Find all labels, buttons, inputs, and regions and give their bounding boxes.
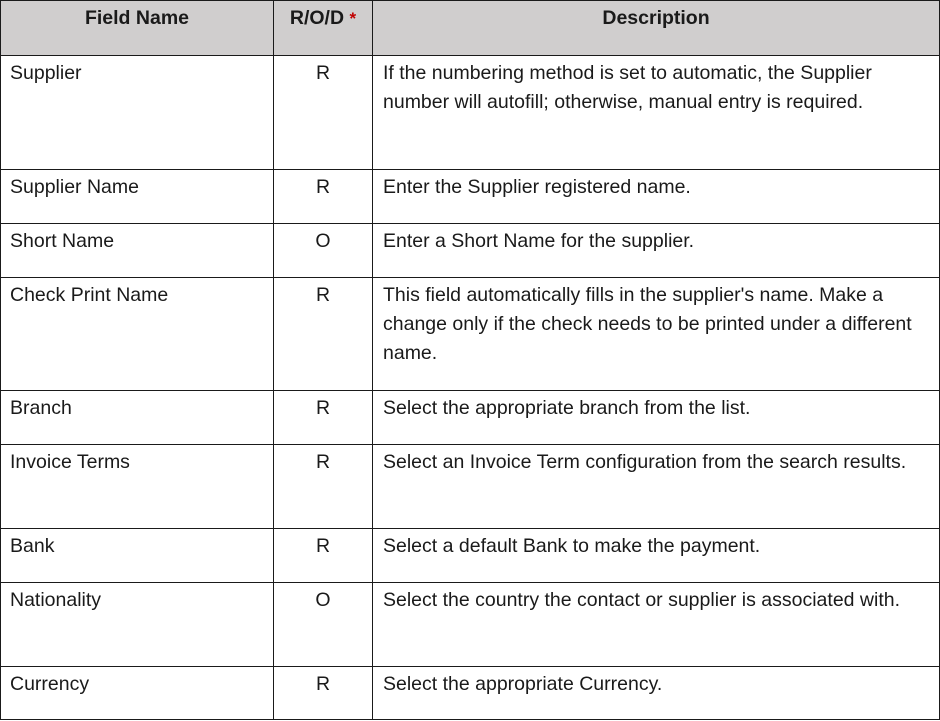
field-name-cell: Supplier (1, 56, 274, 170)
header-row (1, 1, 940, 56)
description-cell: This field automatically fills in the supplier's name. Make a change only if the check needs to be printed under a different name. (373, 278, 940, 391)
table-row (1, 224, 940, 278)
header-field-name: Field Name (1, 1, 274, 56)
description-cell: Enter the Supplier registered name. (373, 170, 940, 224)
rod-cell: R (274, 278, 373, 391)
table-row (1, 170, 940, 224)
field-name-cell: Supplier Name (1, 170, 274, 224)
required-marker-icon: * (349, 9, 357, 28)
rod-cell: R (274, 667, 373, 720)
description-cell: Select the appropriate Currency. (373, 667, 940, 720)
description-cell: Enter a Short Name for the supplier. (373, 224, 940, 278)
description-cell: Select an Invoice Term configuration from the search results. (373, 445, 940, 529)
field-name-cell: Branch (1, 391, 274, 445)
table-row (1, 445, 940, 529)
description-cell: Select a default Bank to make the payment. (373, 529, 940, 583)
table-row (1, 667, 940, 720)
field-name-cell: Currency (1, 667, 274, 720)
header-rod: R/O/D * (274, 1, 373, 56)
table-row (1, 278, 940, 391)
rod-cell: O (274, 224, 373, 278)
field-name-cell: Check Print Name (1, 278, 274, 391)
table-row (1, 391, 940, 445)
rod-cell: R (274, 529, 373, 583)
rod-cell: R (274, 56, 373, 170)
rod-cell: O (274, 583, 373, 667)
description-cell: Select the appropriate branch from the list. (373, 391, 940, 445)
field-name-cell: Short Name (1, 224, 274, 278)
field-name-cell: Nationality (1, 583, 274, 667)
table-row (1, 56, 940, 170)
field-name-cell: Bank (1, 529, 274, 583)
table-row (1, 583, 940, 667)
description-cell: If the numbering method is set to automatic, the Supplier number will autofill; otherwise, manual entry is required. (373, 56, 940, 170)
rod-cell: R (274, 391, 373, 445)
field-name-cell: Invoice Terms (1, 445, 274, 529)
table-row (1, 529, 940, 583)
header-description: Description (373, 1, 940, 56)
rod-cell: R (274, 170, 373, 224)
description-cell: Select the country the contact or supplier is associated with. (373, 583, 940, 667)
rod-cell: R (274, 445, 373, 529)
